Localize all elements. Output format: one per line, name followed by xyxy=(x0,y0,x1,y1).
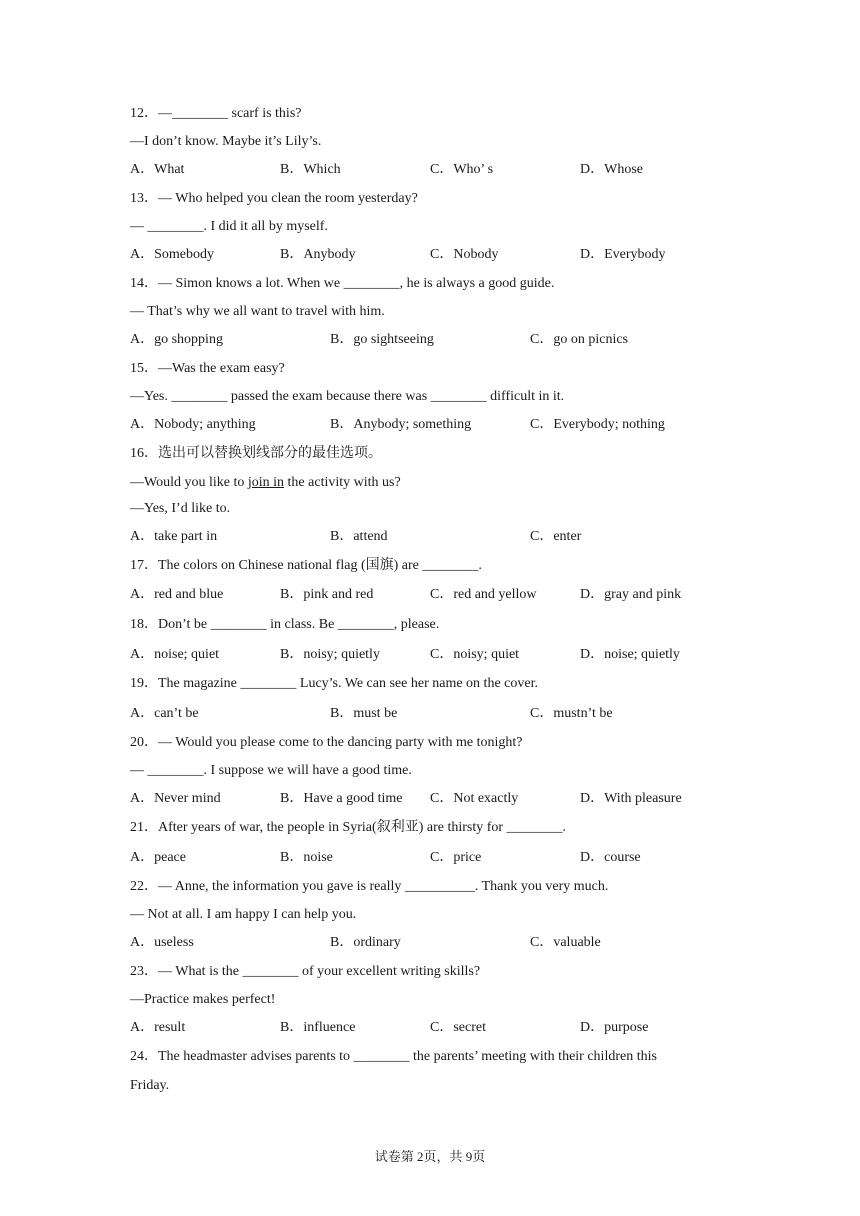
question-22-text: 22．— Anne, the information you gave is really __________. Thank you very much. xyxy=(130,879,609,894)
page-footer: 试卷第 2页，共 9页 xyxy=(374,1149,486,1164)
option-a: A．take part in xyxy=(130,529,218,544)
question-15-options xyxy=(130,416,730,434)
question-16-reply: —Yes, I’d like to. xyxy=(130,501,231,516)
option-a: A．Nobody; anything xyxy=(130,417,256,432)
question-22-options xyxy=(130,934,730,952)
question-13-reply: — ________. I did it all by myself. xyxy=(130,219,328,234)
option-c: C．Who’ s xyxy=(430,162,494,177)
option-b: B．Have a good time xyxy=(280,791,403,806)
option-b: B．go sightseeing xyxy=(330,332,434,347)
question-16-post: the activity with us? xyxy=(284,475,401,490)
option-a: A．What xyxy=(130,162,185,177)
option-a: A．peace xyxy=(130,850,186,865)
option-a: A．can’t be xyxy=(130,706,199,721)
option-b: B．Which xyxy=(280,162,341,177)
option-c: C．secret xyxy=(430,1020,486,1035)
option-d: D．Whose xyxy=(580,162,643,177)
question-16-instruction: 16．选出可以替换划线部分的最佳选项。 xyxy=(130,446,382,461)
option-d: D．purpose xyxy=(580,1020,649,1035)
option-d: D．Everybody xyxy=(580,247,666,262)
question-16-options xyxy=(130,528,730,546)
option-b: B．must be xyxy=(330,706,398,721)
question-20-text: 20．— Would you please come to the dancing party with me tonight? xyxy=(130,735,523,750)
option-a: A．go shopping xyxy=(130,332,223,347)
question-20-reply: — ________. I suppose we will have a good time. xyxy=(130,763,412,778)
question-24-text: 24．The headmaster advises parents to ________ the parents’ meeting with their children this xyxy=(130,1049,657,1064)
question-12-options xyxy=(130,161,730,179)
option-a: A．useless xyxy=(130,935,194,950)
question-16-text xyxy=(130,474,401,492)
question-19-text: 19．The magazine ________ Lucy’s. We can see her name on the cover. xyxy=(130,676,538,691)
option-a: A．red and blue xyxy=(130,587,224,602)
question-12-reply: —I don’t know. Maybe it’s Lily’s. xyxy=(130,134,322,149)
option-c: C．noisy; quiet xyxy=(430,647,520,662)
option-b: B．noise xyxy=(280,850,333,865)
question-23-text: 23．— What is the ________ of your excellent writing skills? xyxy=(130,964,481,979)
option-c: C．valuable xyxy=(530,935,601,950)
question-23-options xyxy=(130,1019,730,1037)
option-a: A．noise; quiet xyxy=(130,647,220,662)
option-d: D．With pleasure xyxy=(580,791,682,806)
option-b: B．ordinary xyxy=(330,935,401,950)
question-13-text: 13．— Who helped you clean the room yesterday? xyxy=(130,191,418,206)
question-20-options xyxy=(130,790,730,808)
question-21-text: 21．After years of war, the people in Syria(叙利亚) are thirsty for ________. xyxy=(130,820,567,835)
option-c: C．Not exactly xyxy=(430,791,519,806)
question-21-options xyxy=(130,849,730,867)
option-a: A．Somebody xyxy=(130,247,214,262)
option-d: D．course xyxy=(580,850,641,865)
question-23-reply: —Practice makes perfect! xyxy=(130,992,276,1007)
question-17-text: 17．The colors on Chinese national flag (国旗) are ________. xyxy=(130,558,482,573)
question-18-options xyxy=(130,646,730,664)
question-22-reply: — Not at all. I am happy I can help you. xyxy=(130,907,357,922)
question-14-text: 14．— Simon knows a lot. When we ________, he is always a good guide. xyxy=(130,276,555,291)
question-12-text: 12．—________ scarf is this? xyxy=(130,106,302,121)
question-15-text: 15．—Was the exam easy? xyxy=(130,361,285,376)
option-c: C．enter xyxy=(530,529,582,544)
question-15-reply: —Yes. ________ passed the exam because there was ________ difficult in it. xyxy=(130,389,565,404)
question-14-options xyxy=(130,331,730,349)
option-c: C．mustn’t be xyxy=(530,706,613,721)
question-18-text: 18．Don’t be ________ in class. Be ________, please. xyxy=(130,617,440,632)
question-24-text-cont: Friday. xyxy=(130,1078,170,1093)
option-c: C．Everybody; nothing xyxy=(530,417,665,432)
underlined-phrase: join in xyxy=(247,475,285,490)
option-c: C．price xyxy=(430,850,482,865)
question-16-pre: —Would you like to xyxy=(130,475,248,490)
option-b: B．pink and red xyxy=(280,587,374,602)
option-b: B．influence xyxy=(280,1020,356,1035)
option-c: C．go on picnics xyxy=(530,332,628,347)
question-17-options xyxy=(130,586,730,604)
question-13-options xyxy=(130,246,730,264)
option-d: D．gray and pink xyxy=(580,587,682,602)
option-c: C．red and yellow xyxy=(430,587,537,602)
option-c: C．Nobody xyxy=(430,247,499,262)
option-b: B．Anybody; something xyxy=(330,417,472,432)
option-a: A．result xyxy=(130,1020,186,1035)
question-14-reply: — That’s why we all want to travel with him. xyxy=(130,304,385,319)
option-b: B．noisy; quietly xyxy=(280,647,380,662)
option-a: A．Never mind xyxy=(130,791,221,806)
option-d: D．noise; quietly xyxy=(580,647,680,662)
option-b: B．attend xyxy=(330,529,388,544)
option-b: B．Anybody xyxy=(280,247,356,262)
question-19-options xyxy=(130,705,730,723)
